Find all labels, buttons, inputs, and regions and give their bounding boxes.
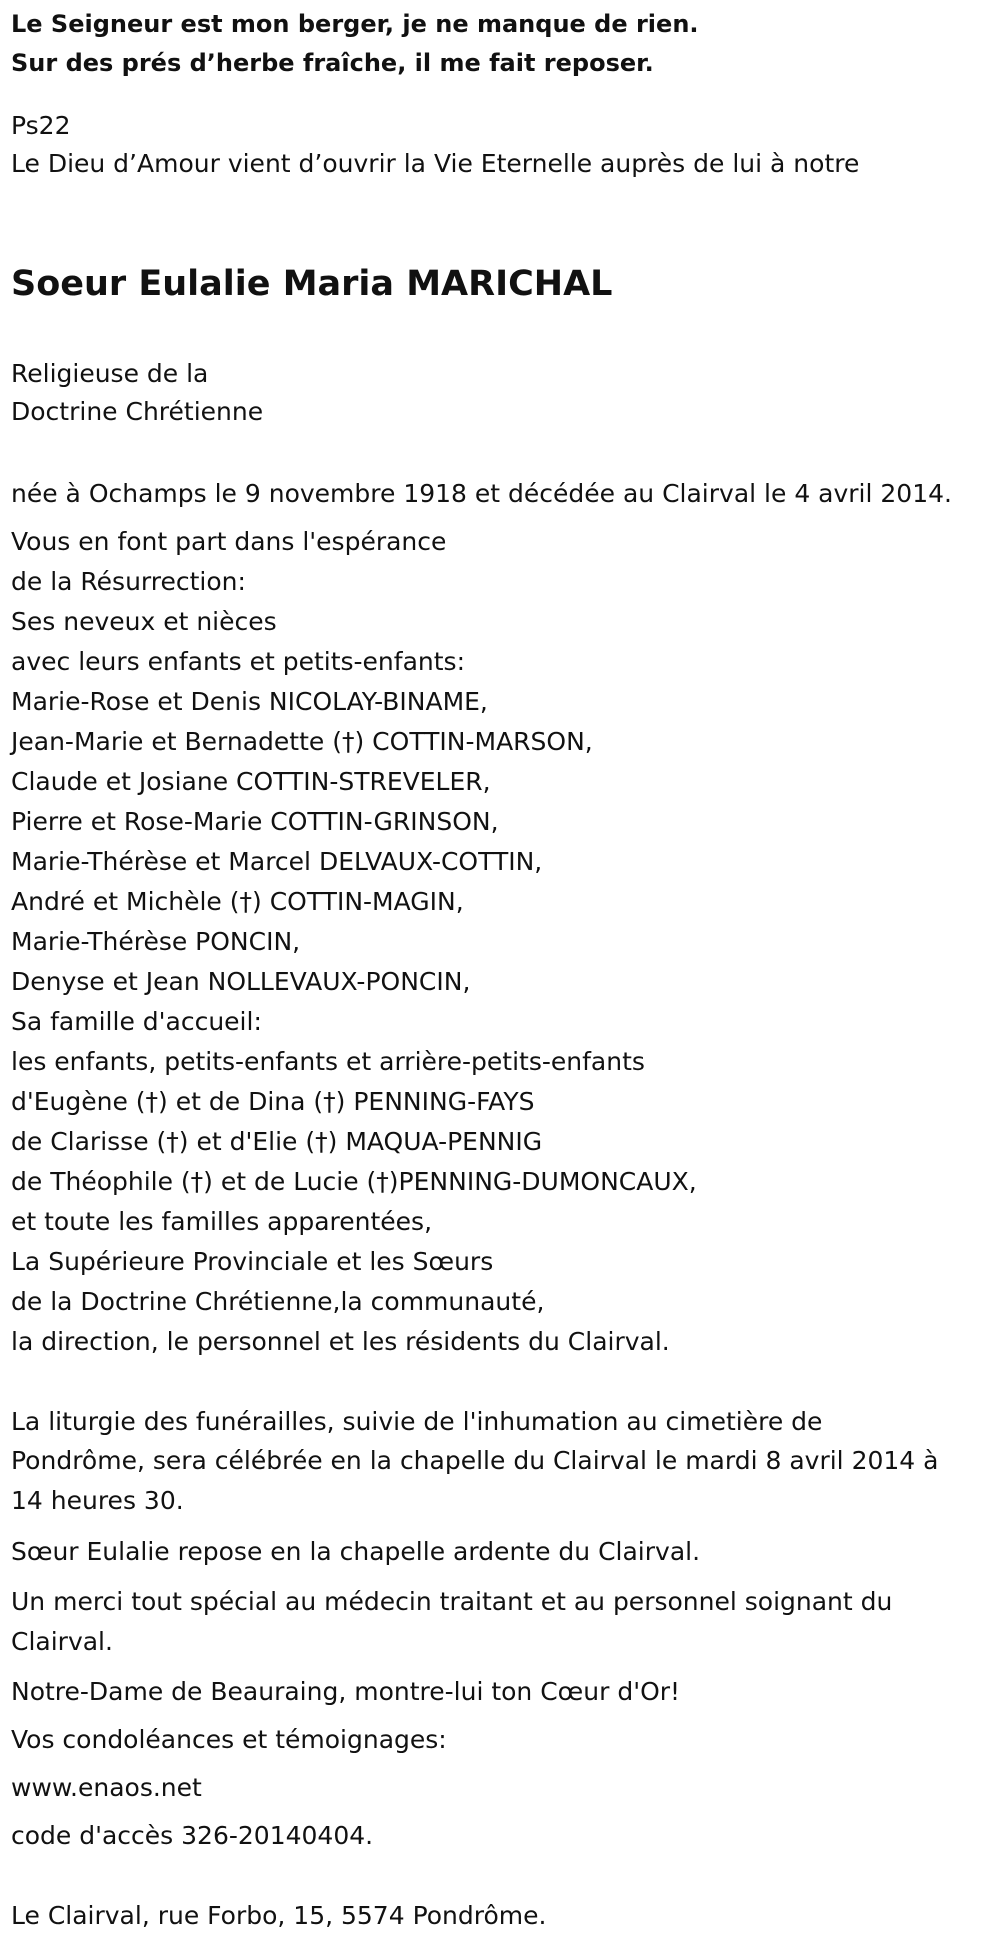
family-line: de la Doctrine Chrétienne,la communauté, [11, 1287, 545, 1316]
birth-death-dates: née à Ochamps le 9 novembre 1918 et décédée au Clairval le 4 avril 2014. [11, 479, 952, 508]
verse-line-2: Sur des prés d’herbe fraîche, il me fait reposer. [11, 49, 654, 77]
family-line: Marie-Rose et Denis NICOLAY-BINAME, [11, 687, 488, 716]
thanks-line-2: Clairval. [11, 1627, 113, 1656]
family-line: Marie-Thérèse et Marcel DELVAUX-COTTIN, [11, 847, 543, 876]
title-line-1: Religieuse de la [11, 359, 209, 388]
family-line: d'Eugène (†) et de Dina (†) PENNING-FAYS [11, 1087, 535, 1116]
family-line: Vous en font part dans l'espérance [11, 527, 447, 556]
family-line: La Supérieure Provinciale et les Sœurs [11, 1247, 494, 1276]
intro-text: Le Dieu d’Amour vient d’ouvrir la Vie Eternelle auprès de lui à notre [11, 149, 860, 178]
family-line: Pierre et Rose-Marie COTTIN-GRINSON, [11, 807, 499, 836]
deceased-name: Soeur Eulalie Maria MARICHAL [11, 264, 613, 304]
family-line: Denyse et Jean NOLLEVAUX-PONCIN, [11, 967, 471, 996]
family-line: Jean-Marie et Bernadette (†) COTTIN-MARSON, [11, 727, 593, 756]
family-line: de Théophile (†) et de Lucie (†)PENNING-DUMONCAUX, [11, 1167, 697, 1196]
title-line-2: Doctrine Chrétienne [11, 397, 264, 426]
thanks-line-1: Un merci tout spécial au médecin traitant et au personnel soignant du [11, 1587, 893, 1616]
funeral-line: Pondrôme, sera célébrée en la chapelle du Clairval le mardi 8 avril 2014 à [11, 1446, 939, 1475]
funeral-line: La liturgie des funérailles, suivie de l'inhumation au cimetière de [11, 1407, 823, 1436]
family-line: Sa famille d'accueil: [11, 1007, 262, 1036]
verse-reference: Ps22 [11, 111, 71, 140]
family-line: André et Michèle (†) COTTIN-MAGIN, [11, 887, 464, 916]
access-code: code d'accès 326-20140404. [11, 1821, 374, 1850]
funeral-line: 14 heures 30. [11, 1486, 184, 1515]
family-line: Claude et Josiane COTTIN-STREVELER, [11, 767, 491, 796]
condolences-label: Vos condoléances et témoignages: [11, 1725, 447, 1754]
prayer-text: Notre-Dame de Beauraing, montre-lui ton Cœur d'Or! [11, 1677, 681, 1706]
family-line: avec leurs enfants et petits-enfants: [11, 647, 465, 676]
address: Le Clairval, rue Forbo, 15, 5574 Pondrôme. [11, 1901, 547, 1930]
family-line: les enfants, petits-enfants et arrière-petits-enfants [11, 1047, 645, 1076]
family-line: et toute les familles apparentées, [11, 1207, 433, 1236]
family-line: de la Résurrection: [11, 567, 246, 596]
website-link[interactable]: www.enaos.net [11, 1773, 202, 1802]
verse-line-1: Le Seigneur est mon berger, je ne manque de rien. [11, 10, 699, 38]
family-line: la direction, le personnel et les résidents du Clairval. [11, 1327, 670, 1356]
chapel-text: Sœur Eulalie repose en la chapelle ardente du Clairval. [11, 1537, 701, 1566]
family-line: Ses neveux et nièces [11, 607, 277, 636]
family-line: Marie-Thérèse PONCIN, [11, 927, 301, 956]
family-line: de Clarisse (†) et d'Elie (†) MAQUA-PENNIG [11, 1127, 543, 1156]
